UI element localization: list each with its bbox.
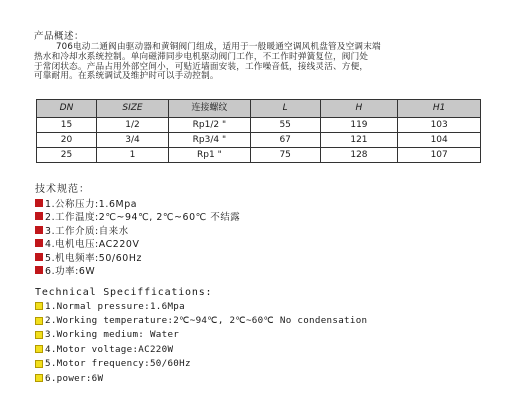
list-item-text: 5.Motor frequency:50/60Hz [45, 358, 191, 370]
red-square-bullet-icon [35, 239, 43, 247]
table-cell: 103 [398, 118, 481, 133]
red-square-bullet-icon [35, 266, 43, 274]
spec-cn-heading: 技术规范： [35, 184, 90, 195]
col-header-h: H [320, 100, 398, 118]
spec-en-section [35, 287, 367, 385]
dimension-table [36, 99, 481, 163]
spec-cn-section [35, 180, 240, 277]
list-item-text: 1.Normal pressure:1.6Mpa [45, 300, 185, 312]
col-header-size: SIZE [97, 100, 169, 118]
list-item [35, 328, 367, 342]
spec-cn-list [35, 196, 240, 277]
table-row [37, 133, 481, 148]
red-square-bullet-icon [35, 253, 43, 261]
table-cell: 3/4 [97, 133, 169, 148]
list-item-text: 6.功率:6W [45, 266, 96, 278]
list-item-text: 6.power:6W [45, 372, 104, 384]
col-header-dn: DN [37, 100, 97, 118]
list-item [35, 313, 367, 327]
list-item [35, 264, 240, 278]
table-cell: 67 [250, 133, 320, 148]
yellow-square-bullet-icon [35, 345, 43, 353]
overview-text [34, 43, 486, 82]
table-cell: 25 [37, 148, 97, 163]
overview-title: 产品概述： [34, 31, 85, 42]
yellow-square-bullet-icon [35, 331, 43, 339]
yellow-square-bullet-icon [35, 317, 43, 325]
list-item [35, 299, 367, 313]
table-cell: 75 [250, 148, 320, 163]
table-header-row [37, 100, 481, 118]
overview-line: 于常闭状态。产品占用外部空间小，可贴近墙面安装，工作噪音低，接线灵活、方便， [34, 61, 369, 72]
table-cell: Rp1 " [168, 148, 250, 163]
list-item [35, 342, 367, 356]
overview-line: 热水和冷却水系统控制。单向磁滞同步电机驱动阀门工作，不工作时弹簧复位，阀门处 [34, 51, 369, 62]
list-item-text: 3.Working medium: Water [45, 329, 180, 341]
col-header-l: L [250, 100, 320, 118]
yellow-square-bullet-icon [35, 360, 43, 368]
table-row [37, 118, 481, 133]
table-cell: 20 [37, 133, 97, 148]
table-cell: 128 [320, 148, 398, 163]
overview-line: 可靠耐用。在系统调试及维护时可以手动控制。 [34, 71, 219, 82]
table-cell: 104 [398, 133, 481, 148]
spec-en-list [35, 299, 367, 385]
list-item-text: 3.工作介质:自来水 [45, 225, 129, 237]
list-item-text: 4.电机电压:AC220V [45, 239, 140, 251]
col-header-thread: 连接螺纹 [168, 100, 250, 118]
table-cell: 107 [398, 148, 481, 163]
list-item [35, 196, 240, 210]
list-item [35, 250, 240, 264]
table-cell: 119 [320, 118, 398, 133]
table-cell: 15 [37, 118, 97, 133]
table-cell: 55 [250, 118, 320, 133]
table-cell: 1/2 [97, 118, 169, 133]
list-item [35, 237, 240, 251]
spec-en-heading: Technical Speciffications: [35, 287, 213, 298]
overview-line: 706电动二通阀由驱动器和黄铜阀门组成，适用于一般暖通空调风机盘管及空调末端 [56, 42, 381, 52]
list-item-text: 2.Working temperature:2℃~94℃, 2℃~60℃ No condensation [45, 315, 368, 327]
red-square-bullet-icon [35, 226, 43, 234]
list-item-text: 5.机电频率:50/60Hz [45, 252, 142, 264]
col-header-h1: H1 [398, 100, 481, 118]
yellow-square-bullet-icon [35, 374, 43, 382]
red-square-bullet-icon [35, 212, 43, 220]
list-item [35, 210, 240, 224]
table-cell: 121 [320, 133, 398, 148]
list-item [35, 371, 367, 385]
table-row [37, 148, 481, 163]
list-item-text: 1.公称压力:1.6Mpa [45, 198, 138, 210]
list-item-text: 4.Motor voltage:AC220W [45, 343, 174, 355]
red-square-bullet-icon [35, 199, 43, 207]
list-item [35, 357, 367, 371]
table-cell: 1 [97, 148, 169, 163]
yellow-square-bullet-icon [35, 302, 43, 310]
list-item [35, 223, 240, 237]
table-cell: Rp1/2 " [168, 118, 250, 133]
list-item-text: 2.工作温度:2℃~94℃, 2℃~60℃ 不结露 [45, 212, 241, 224]
table-cell: Rp3/4 " [168, 133, 250, 148]
